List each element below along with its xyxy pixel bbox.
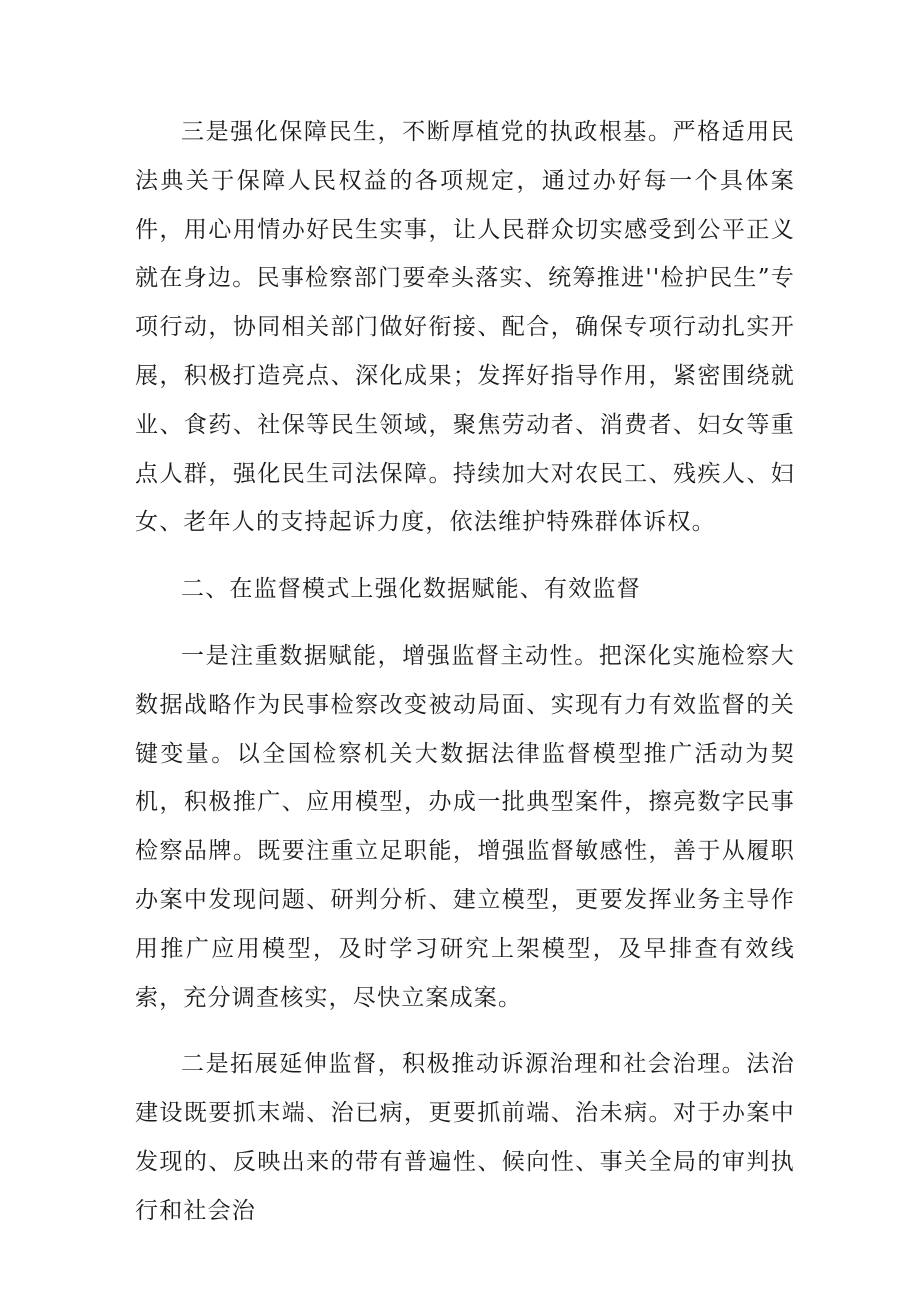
paragraph-extended-supervision: 二是拓展延伸监督，积极推动诉源治理和社会治理。法治建设既要抓末端、治已病，更要抓前端、治未病。对于办案中发现的、反映出来的带有普遍性、候向性、事关全局的审判执行和社会治 — [135, 1051, 795, 1224]
document-body — [135, 108, 795, 1236]
paragraph-livelihood: 三是强化保障民生，不断厚植党的执政根基。严格适用民法典关于保障人民权益的各项规定，通过办好每一个具体案件，用心用情办好民生实事，让人民群众切实感受到公平正义就在身边。民事检察部门要牵头落实、统筹推进''检护民生”专项行动，协同相关部门做好衔接、配合，确保专项行动扎实开展，积极打造亮点、深化成果；发挥好指导作用，紧密围绕就业、食药、社保等民生领域，聚焦劳动者、消费者、妇女等重点人群，强化民生司法保障。持续加大对农民工、残疾人、妇女、老年人的支持起诉力度，依法维护特殊群体诉权。 — [135, 119, 795, 536]
section-heading: 二、在监督模式上强化数据赋能、有效监督 — [181, 576, 641, 603]
paragraph-data-empowerment: 一是注重数据赋能，增强监督主动性。把深化实施检察大数据战略作为民事检察改变被动局面、实现有力有效监督的关键变量。以全国检察机关大数据法律监督模型推广活动为契机，积极推广、应用模型，办成一批典型案件，擦亮数字民事检察品牌。既要注重立足职能，增强监督敏感性，善于从履职办案中发现问题、研判分析、建立模型，更要发挥业务主导作用推广应用模型，及时学习研究上架模型，及早排查有效线索，充分调查核实，尽快立案成案。 — [135, 642, 795, 1011]
